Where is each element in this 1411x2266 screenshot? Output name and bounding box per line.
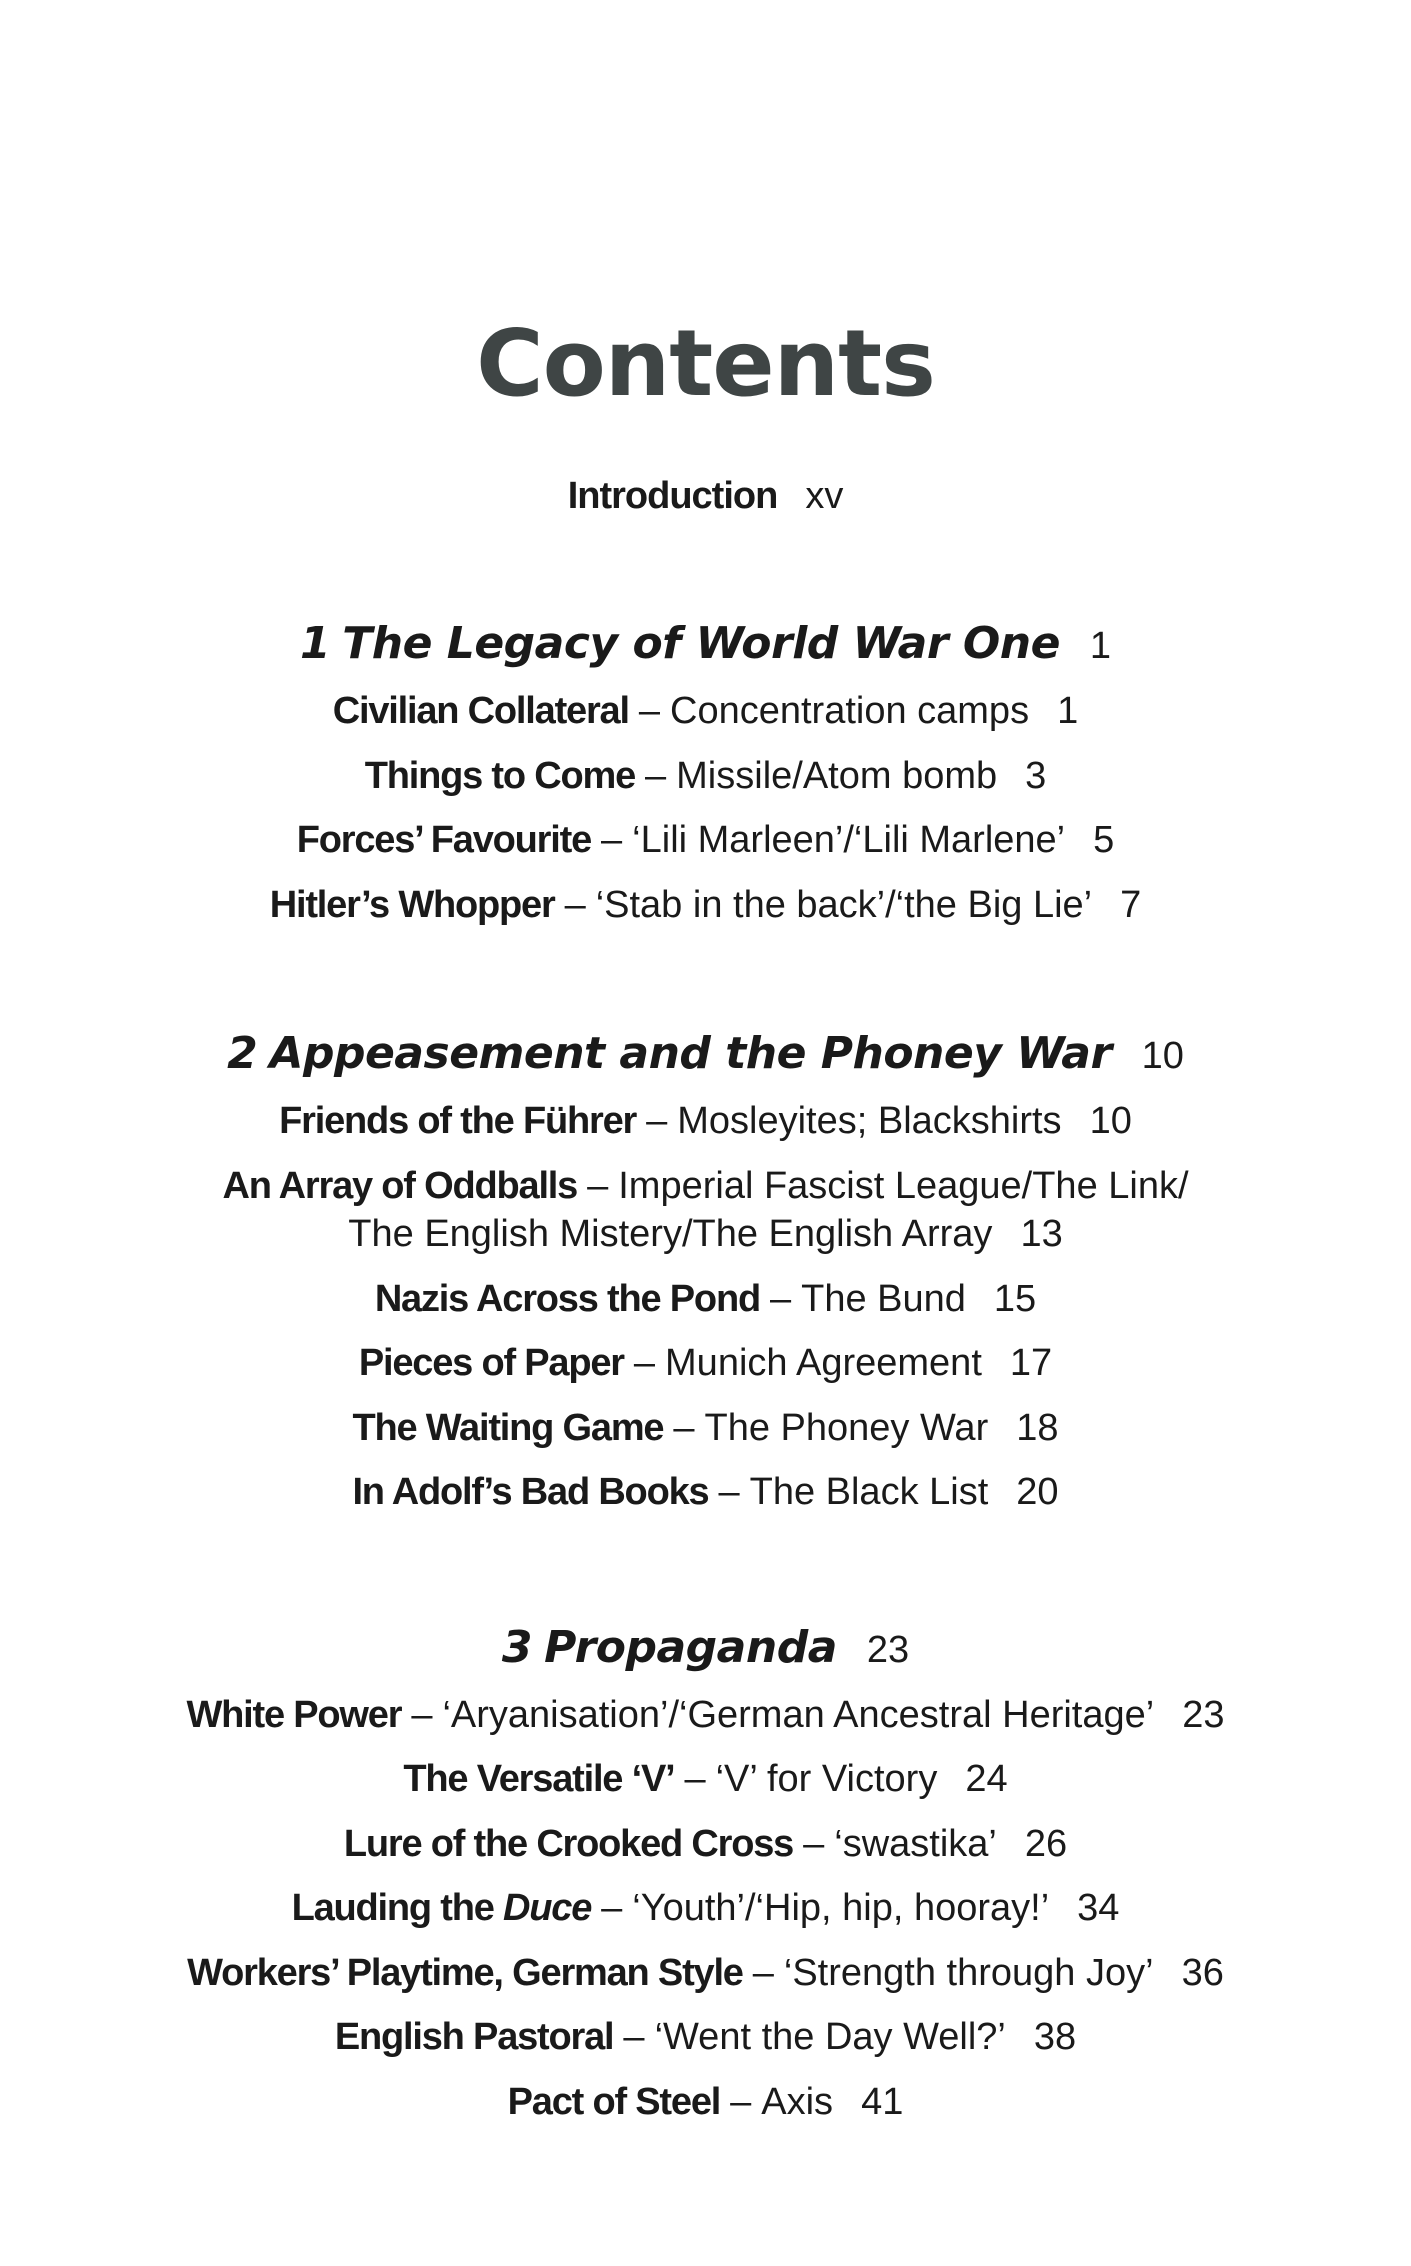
entry-page: 20 (1016, 1471, 1059, 1513)
toc-entry (0, 1683, 1411, 1748)
toc-entry (0, 2070, 1411, 2135)
entry-title: The Waiting Game (352, 1406, 664, 1449)
chapter-3 (0, 1615, 1411, 2135)
entry-description-continued (0, 1202, 1411, 1267)
entry-title: Nazis Across the Pond (374, 1277, 760, 1320)
entry-description: ‘Went the Day Well?’ (654, 2016, 1006, 2058)
entry-title: White Power (186, 1693, 402, 1736)
toc-entry (0, 1460, 1411, 1525)
entry-page: 41 (861, 2080, 904, 2123)
entry-title: English Pastoral (334, 2016, 614, 2058)
chapter-title: Propaganda (544, 1621, 837, 1673)
entry-description: Missile/Atom bomb (676, 754, 998, 797)
toc-entry (0, 1812, 1411, 1877)
chapter-title: The Legacy of World War One (342, 618, 1060, 669)
entry-dash: – (623, 2016, 645, 2058)
entry-dash: – (638, 690, 660, 732)
entry-title: In Adolf’s Bad Books (352, 1471, 709, 1513)
entry-page: 5 (1093, 819, 1115, 861)
toc-entry (0, 1267, 1411, 1332)
entry-title: The Versatile ‘V’ (403, 1758, 675, 1800)
toc-entry (0, 1331, 1411, 1396)
chapter-2 (0, 1021, 1411, 1525)
toc-entry (0, 1747, 1411, 1812)
chapter-title: Appeasement and the Phoney War (269, 1028, 1112, 1079)
toc-entry (0, 1396, 1411, 1461)
entry-title: Pact of Steel (507, 2080, 721, 2123)
entry-title: Things to Come (364, 754, 636, 797)
entry-title: Friends of the Führer (279, 1100, 637, 1142)
entry-dash: – (684, 1758, 706, 1800)
chapter-1 (0, 611, 1411, 937)
toc-entry (0, 1154, 1411, 1267)
entry-title: Lauding the (291, 1887, 504, 1929)
entry-description: Mosleyites; Blackshirts (677, 1100, 1062, 1142)
entry-description: Munich Agreement (665, 1342, 982, 1384)
chapter-number: 1 (299, 618, 331, 669)
introduction-label: Introduction (567, 475, 778, 517)
entry-title: Civilian Collateral (332, 690, 629, 732)
toc-entry (0, 1876, 1411, 1941)
entry-dash: – (601, 819, 623, 861)
toc-entry (0, 744, 1411, 809)
entry-page: 38 (1033, 2016, 1077, 2058)
entry-dash: – (411, 1693, 433, 1736)
entry-title: An Array of Oddballs (222, 1164, 578, 1207)
toc-entry (0, 1089, 1411, 1154)
table-of-contents (0, 468, 1411, 2134)
entry-page: 17 (1009, 1342, 1053, 1384)
entry-description-line2: The English Mistery/The English Array (348, 1213, 993, 1255)
entry-description: Axis (761, 2080, 834, 2123)
entry-dash: – (646, 1100, 668, 1142)
entry-dash: – (769, 1277, 792, 1320)
entry-dash: – (645, 754, 667, 797)
introduction-page: xv (805, 475, 844, 517)
entry-description: ‘Lili Marleen’/‘Lili Marlene’ (632, 819, 1066, 861)
entry-dash: – (601, 1887, 623, 1929)
chapter-heading (0, 1615, 1411, 1683)
chapter-number: 3 (501, 1621, 532, 1673)
entry-title: Forces’ Favourite (296, 819, 592, 861)
entry-page: 34 (1077, 1887, 1120, 1929)
toc-entry (0, 873, 1411, 938)
page-title: Contents (476, 310, 935, 417)
entry-dash: – (730, 2080, 752, 2123)
entry-title: Pieces of Paper (358, 1342, 624, 1384)
entry-title: Hitler’s Whopper (269, 883, 555, 926)
entry-page: 7 (1120, 883, 1142, 926)
entry-page: 36 (1181, 1951, 1224, 1994)
chapter-heading (0, 611, 1411, 679)
entry-description: ‘Aryanisation’/‘German Ancestral Heritage’ (442, 1693, 1155, 1736)
toc-entry (0, 679, 1411, 744)
entry-page: 3 (1025, 754, 1047, 797)
entry-page: 15 (993, 1277, 1037, 1320)
entry-page: 18 (1016, 1406, 1059, 1449)
entry-page: 10 (1089, 1100, 1132, 1142)
entry-description: Concentration camps (670, 690, 1030, 732)
chapter-page: 1 (1089, 625, 1112, 667)
entry-dash: – (803, 1822, 825, 1865)
entry-dash: – (633, 1342, 656, 1384)
entry-page: 13 (1020, 1213, 1063, 1255)
toc-introduction (0, 468, 1411, 524)
chapter-page: 10 (1141, 1035, 1184, 1077)
entry-description: ‘swastika’ (834, 1822, 997, 1865)
entry-title: Workers’ Playtime, German Style (187, 1951, 743, 1994)
entry-page: 23 (1182, 1693, 1225, 1736)
entry-dash: – (718, 1471, 740, 1513)
entry-dash: – (752, 1951, 774, 1994)
entry-description: Imperial Fascist League/The Link/ (618, 1164, 1189, 1207)
toc-entry (0, 808, 1411, 873)
entry-page: 26 (1024, 1822, 1068, 1865)
entry-description: The Phoney War (704, 1406, 989, 1449)
entry-description: The Black List (749, 1471, 989, 1513)
entry-description: ‘Strength through Joy’ (783, 1951, 1154, 1994)
entry-title: Lure of the Crooked Cross (343, 1822, 794, 1865)
entry-dash: – (587, 1164, 609, 1207)
entry-description: ‘V’ for Victory (715, 1758, 938, 1800)
entry-description: The Bund (801, 1277, 966, 1320)
toc-entry (0, 2005, 1411, 2070)
entry-page: 24 (965, 1758, 1008, 1800)
entry-description: ‘Youth’/‘Hip, hip, hooray!’ (632, 1887, 1050, 1929)
chapter-heading (0, 1021, 1411, 1089)
entry-title-italic: Duce (503, 1887, 592, 1929)
entry-page: 1 (1057, 690, 1079, 732)
chapter-number: 2 (227, 1028, 258, 1079)
chapter-page: 23 (866, 1628, 910, 1671)
entry-description: ‘Stab in the back’/‘the Big Lie’ (595, 883, 1093, 926)
toc-entry (0, 1941, 1411, 2006)
entry-dash: – (564, 883, 586, 926)
entry-dash: – (673, 1406, 695, 1449)
